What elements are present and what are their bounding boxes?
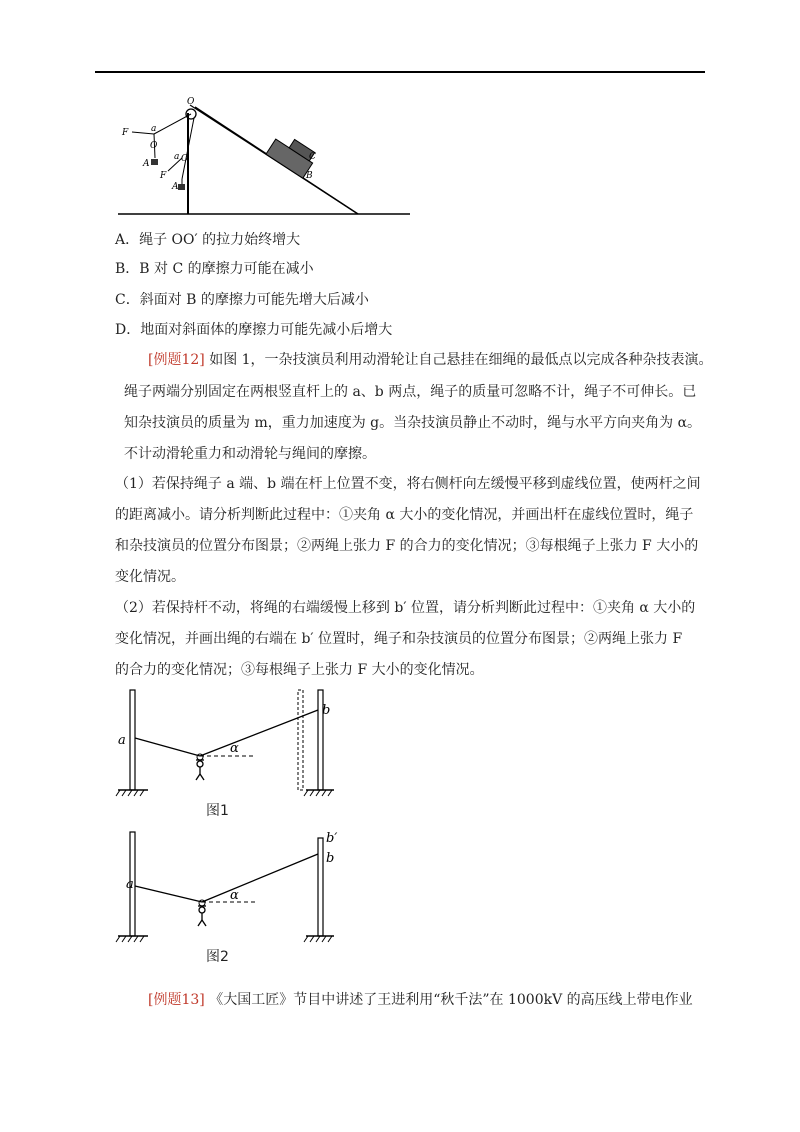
label-A-1: A (143, 159, 150, 169)
figure1-caption: 图1 (206, 803, 229, 819)
label-b: b (326, 851, 335, 866)
label-O-1: O (150, 141, 158, 151)
option-c: C．斜面对 B 的摩擦力可能先增大后减小 (115, 292, 369, 308)
example13-tag: [例题13] (148, 992, 205, 1008)
example12-line-11: 的合力的变化情况；③每根绳子上张力 F 大小的变化情况。 (115, 662, 484, 678)
option-d: D．地面对斜面体的摩擦力可能先减小后增大 (115, 322, 393, 338)
label-F-b: F (160, 171, 167, 181)
example12-line-2: 绳子两端分别固定在两根竖直杆上的 a、b 两点，绳子的质量可忽略不计，绳子不可伸长。已 (124, 384, 697, 400)
label-b: b (322, 703, 331, 718)
label-C: C (309, 152, 316, 162)
example12-tag: [例题12] (148, 352, 205, 368)
label-B: B (306, 171, 313, 181)
example12-line-4: 不计动滑轮重力和动滑轮与绳间的摩擦。 (124, 446, 376, 462)
acrobat-figure-2 (110, 828, 350, 943)
label-a: a (118, 733, 126, 748)
example12-line-9: （2）若保持杆不动，将绳的右端缓慢上移到 b′ 位置，请分析判断此过程中：①夹角 α 大小的 (115, 600, 696, 616)
acrobat-figure-1 (110, 686, 350, 801)
option-b: B．B 对 C 的摩擦力可能在减小 (115, 261, 314, 277)
example12-line-5: （1）若保持绳子 a 端、b 端在杆上位置不变，将右侧杆向左缓慢平移到虚线位置，使两杆之间 (115, 476, 701, 492)
figure2-caption: 图2 (206, 949, 229, 965)
example12-line-7: 和杂技演员的位置分布图景；②两绳上张力 F 的合力的变化情况；③每根绳子上张力 F 大小的 (115, 538, 699, 554)
example12-line-3: 知杂技演员的质量为 m，重力加速度为 g。当杂技演员静止不动时，绳与水平方向夹角为 α。 (124, 415, 702, 431)
label-a: a (126, 877, 134, 892)
pulley-incline-figure (110, 95, 420, 220)
example13-line: [例题13] 《大国工匠》节目中讲述了王进利用“秋千法”在 1000kV 的高压线上带电作业 (148, 992, 693, 1008)
label-alpha: α (230, 741, 239, 756)
header-rule (95, 71, 705, 73)
example12-line-8: 变化情况。 (115, 569, 185, 585)
label-O-top: O (187, 97, 195, 107)
label-O-2: O (181, 154, 189, 164)
label-alpha: α (230, 888, 239, 903)
option-a: A．绳子 OO′ 的拉力始终增大 (115, 232, 301, 248)
label-A-2: A (172, 182, 179, 192)
example12-line-1: [例题12] 如图 1，一杂技演员利用动滑轮让自己悬挂在细绳的最低点以完成各种杂技表演。 (148, 352, 713, 368)
label-a-2: a (174, 152, 180, 162)
label-b-prime: b′ (326, 831, 338, 846)
label-a-1: a (151, 124, 157, 134)
example12-line-6: 的距离减小。请分析判断此过程中：①夹角 α 大小的变化情况，并画出杆在虚线位置时，绳子 (115, 507, 694, 523)
example12-line-10: 变化情况，并画出绳的右端在 b′ 位置时，绳子和杂技演员的位置分布图景；②两绳上张力 F (115, 631, 683, 647)
label-F-a: F (122, 128, 129, 138)
